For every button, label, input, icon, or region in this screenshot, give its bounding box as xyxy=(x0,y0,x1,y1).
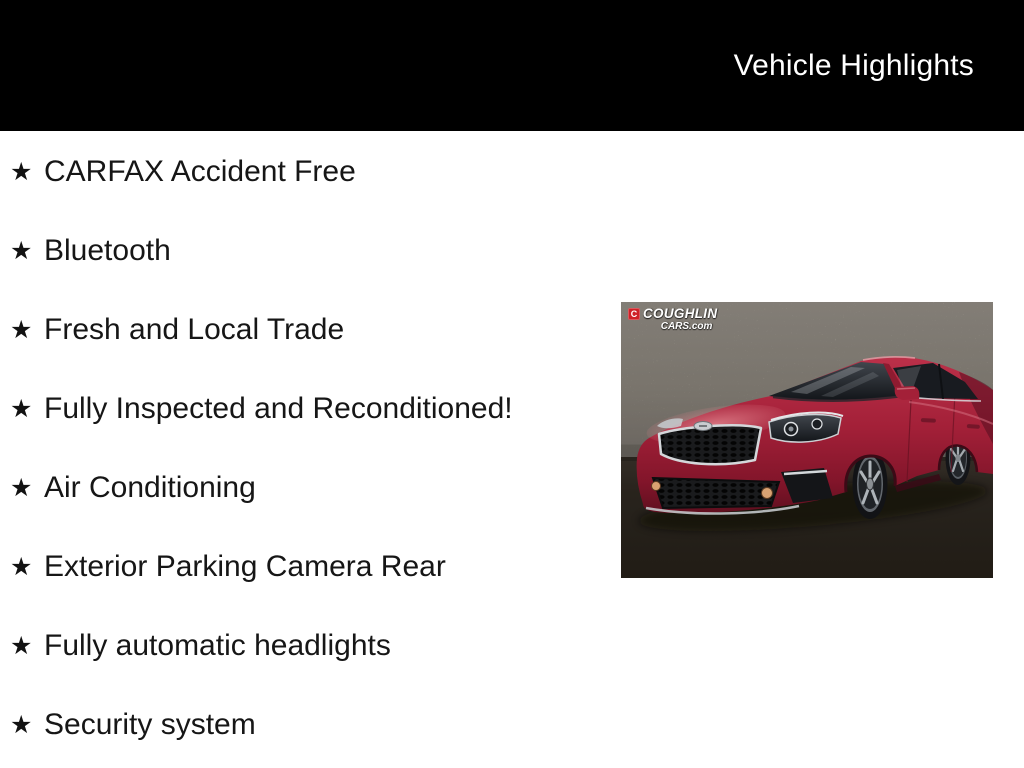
highlight-label: Bluetooth xyxy=(44,233,171,267)
star-bullet-icon: ★ xyxy=(10,315,33,344)
highlight-item xyxy=(10,685,610,764)
highlight-label: Fully automatic headlights xyxy=(44,628,391,662)
vehicle-photo[interactable] xyxy=(621,302,993,578)
highlight-item xyxy=(10,448,610,527)
highlight-label: Security system xyxy=(44,707,256,741)
highlight-item xyxy=(10,527,610,606)
highlight-item xyxy=(10,132,610,211)
side-mirror xyxy=(895,386,920,400)
star-bullet-icon: ★ xyxy=(10,157,33,186)
highlights-list xyxy=(10,132,610,764)
dealer-name: COUGHLIN xyxy=(643,306,718,321)
highlight-label: CARFAX Accident Free xyxy=(44,154,356,188)
headlight xyxy=(769,415,841,443)
header-bar xyxy=(0,0,1024,131)
car-illustration xyxy=(621,302,993,578)
star-bullet-icon: ★ xyxy=(10,473,33,502)
highlight-item xyxy=(10,369,610,448)
highlight-label: Fully Inspected and Reconditioned! xyxy=(44,391,513,425)
highlight-label: Fresh and Local Trade xyxy=(44,312,345,346)
highlight-item xyxy=(10,211,610,290)
dealer-domain: CARS.com xyxy=(660,320,713,332)
dealer-logo-icon: C xyxy=(628,308,640,320)
star-bullet-icon: ★ xyxy=(10,631,33,660)
star-bullet-icon: ★ xyxy=(10,552,33,581)
star-bullet-icon: ★ xyxy=(10,394,33,423)
highlight-label: Exterior Parking Camera Rear xyxy=(44,549,446,583)
highlight-item xyxy=(10,606,610,685)
page-title: Vehicle Highlights xyxy=(733,48,974,82)
star-bullet-icon: ★ xyxy=(10,710,33,739)
highlight-item xyxy=(10,290,610,369)
highlight-label: Air Conditioning xyxy=(44,470,256,504)
star-bullet-icon: ★ xyxy=(10,236,33,265)
dealer-watermark xyxy=(628,307,717,332)
